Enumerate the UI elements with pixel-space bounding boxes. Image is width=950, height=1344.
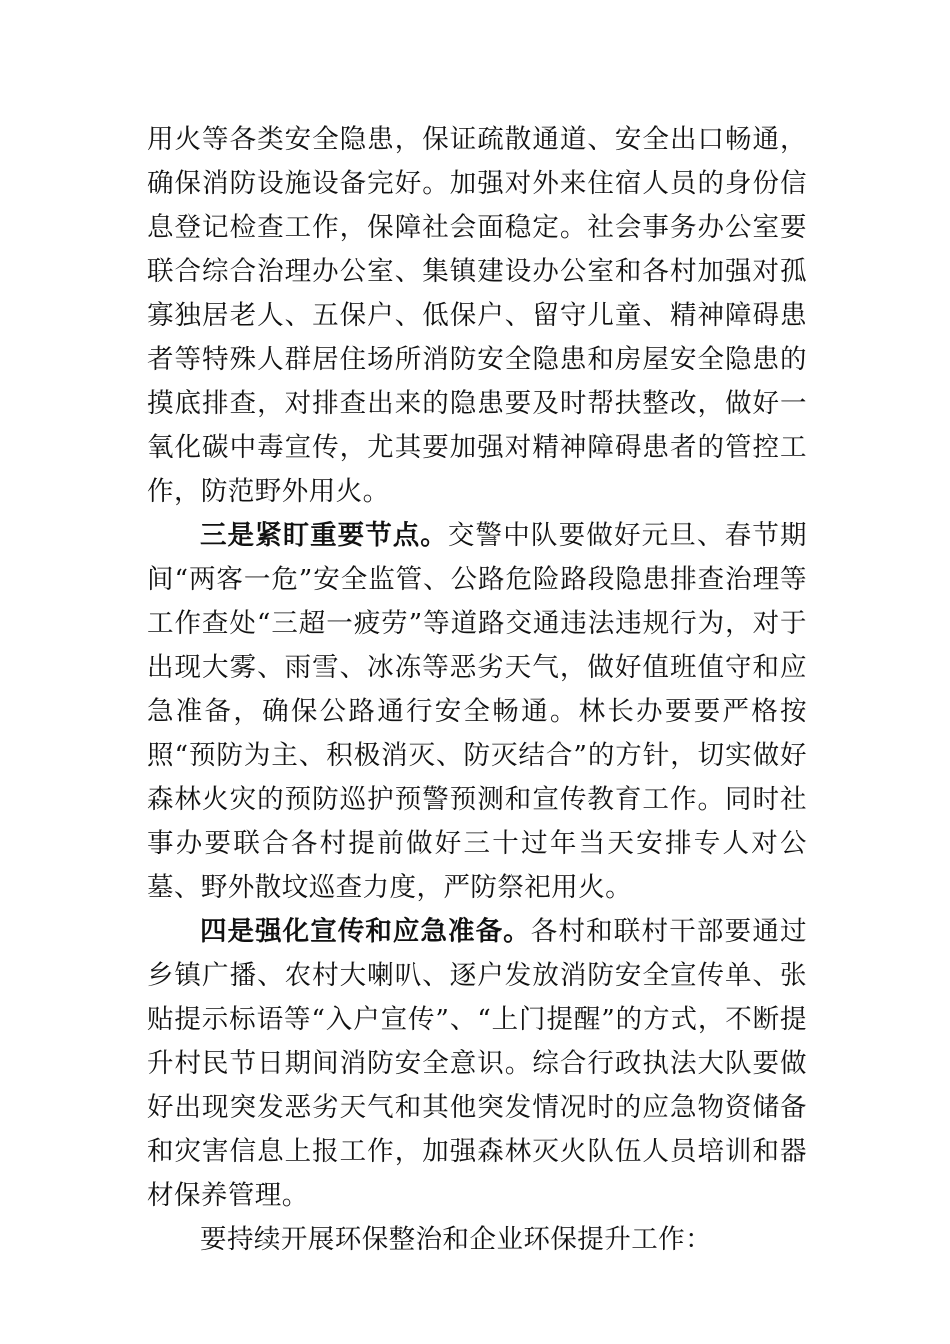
paragraph-key-nodes [147, 514, 807, 910]
paragraph-continued [147, 118, 807, 514]
paragraph-text: 各村和联村干部要通过乡镇广播、农村大喇叭、逐户发放消防安全宣传单、张贴提示标语等“入户宣传”、“上门提醒”的方式，不断提升村民节日期间消防安全意识。综合行政执法大队要做好出现突发恶劣天气和其他突发情况时的应急物资储备和灾害信息上报工作，加强森林灭火队伍人员培训和器材保养管理。 [147, 916, 807, 1211]
paragraph-text: 用火等各类安全隐患，保证疏散通道、安全出口畅通，确保消防设施设备完好。加强对外来住宿人员的身份信息登记检查工作，保障社会面稳定。社会事务办公室要联合综合治理办公室、集镇建设办公室和各村加强对孤寡独居老人、五保户、低保户、留守儿童、精神障碍患者等特殊人群居住场所消防安全隐患和房屋安全隐患的摸底排查，对排查出来的隐患要及时帮扶整改，做好一氧化碳中毒宣传，尤其要加强对精神障碍患者的管控工作，防范野外用火。 [147, 124, 807, 507]
paragraph-text: 要持续开展环保整治和企业环保提升工作： [200, 1224, 713, 1255]
paragraph-lead-heading: 三是紧盯重要节点。 [200, 520, 448, 551]
paragraph-text: 交警中队要做好元旦、春节期间“两客一危”安全监管、公路危险路段隐患排查治理等工作查处“三超一疲劳”等道路交通违法违规行为，对于出现大雾、雨雪、冰冻等恶劣天气，做好值班值守和应急准备，确保公路通行安全畅通。林长办要要严格按照“预防为主、积极消灭、防灭结合”的方针，切实做好森林火灾的预防巡护预警预测和宣传教育工作。同时社事办要联合各村提前做好三十过年当天安排专人对公墓、野外散坟巡查力度，严防祭祀用火。 [147, 520, 807, 903]
document-body [147, 118, 807, 1262]
paragraph-publicity-emergency [147, 910, 807, 1218]
paragraph-lead-heading: 四是强化宣传和应急准备。 [200, 916, 531, 947]
paragraph-environmental [147, 1218, 807, 1262]
